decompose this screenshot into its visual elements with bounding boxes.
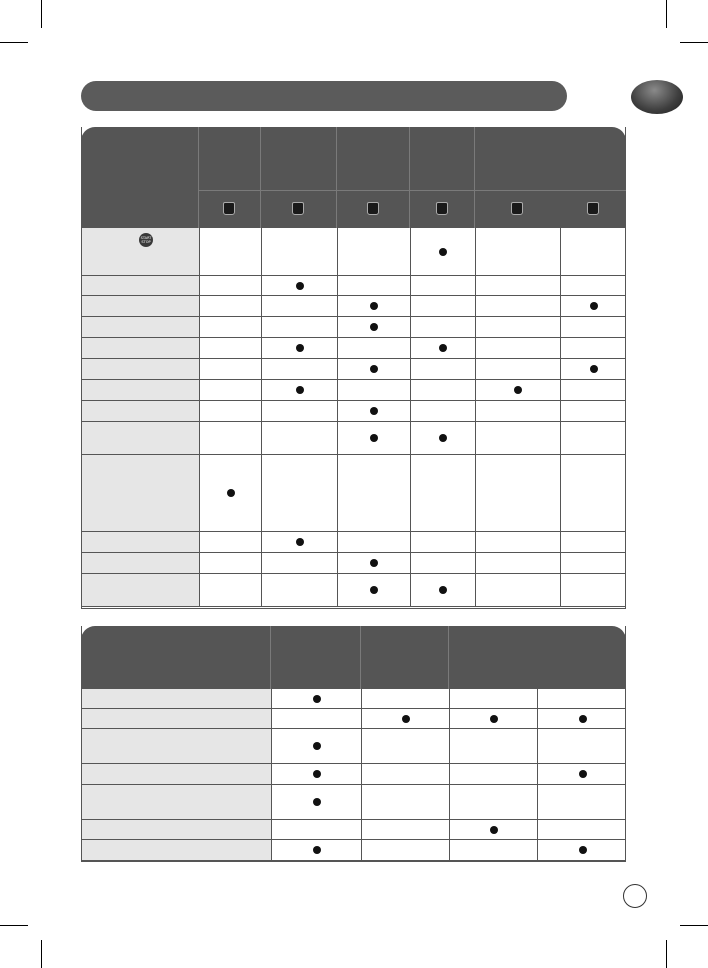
table-cell (272, 729, 362, 763)
bullet-dot (370, 586, 378, 594)
bullet-dot (313, 770, 321, 778)
table-cell (338, 359, 411, 379)
table-cell (561, 574, 627, 606)
programme-table-header (81, 127, 626, 228)
crop-mark (666, 940, 667, 968)
row-label (82, 820, 272, 839)
row-label (82, 276, 200, 295)
table-cell (476, 574, 561, 606)
bullet-dot (579, 715, 587, 723)
table-cell (362, 785, 450, 819)
bullet-dot (579, 770, 587, 778)
table-cell (272, 709, 362, 728)
table-cell (411, 574, 476, 606)
bullet-dot (296, 538, 304, 546)
table-row (82, 317, 625, 338)
table-row (82, 296, 625, 317)
row-label (82, 532, 200, 552)
table-cell (476, 228, 561, 275)
table-cell (272, 840, 362, 860)
table-cell (200, 401, 262, 421)
bullet-dot (439, 248, 447, 256)
table-cell (338, 338, 411, 358)
table-cell (411, 296, 476, 316)
bullet-dot (439, 344, 447, 352)
bullet-dot (490, 826, 498, 834)
tall-cup-icon (436, 202, 448, 215)
table-cell (411, 338, 476, 358)
table-cell (450, 764, 538, 784)
table-cell (272, 785, 362, 819)
table-cell (272, 689, 362, 708)
table-cell (411, 317, 476, 337)
table-cell (338, 296, 411, 316)
table-cell (262, 228, 338, 275)
table-row (82, 785, 625, 820)
row-label (82, 422, 200, 454)
row-label (82, 764, 272, 784)
row-label (82, 359, 200, 379)
table-cell (538, 840, 627, 860)
table-cell (200, 553, 262, 573)
bullet-dot (296, 282, 304, 290)
table-cell (262, 455, 338, 531)
row-label (82, 840, 272, 860)
table-row (82, 729, 625, 764)
table-cell (362, 764, 450, 784)
table-row (82, 574, 625, 607)
table-cell (411, 532, 476, 552)
table-cell (262, 553, 338, 573)
table-cell (411, 401, 476, 421)
table-cell (200, 532, 262, 552)
table-row (82, 276, 625, 296)
table-cell (561, 380, 627, 400)
table-row (82, 764, 625, 785)
row-label (82, 689, 272, 708)
table-cell (411, 359, 476, 379)
table-cell (476, 380, 561, 400)
bullet-dot (313, 846, 321, 854)
table-row (82, 455, 625, 532)
table-row (82, 820, 625, 840)
table-row (82, 532, 625, 553)
table-cell (262, 574, 338, 606)
table-cell (338, 228, 411, 275)
bullet-dot (439, 434, 447, 442)
row-label (82, 785, 272, 819)
row-label (82, 553, 200, 573)
table-row (82, 689, 625, 709)
table-cell (262, 296, 338, 316)
crop-mark (0, 42, 28, 43)
crop-mark (41, 940, 42, 968)
table-cell (362, 840, 450, 860)
table-cell (338, 276, 411, 295)
bullet-dot (313, 742, 321, 750)
table-cell (538, 764, 627, 784)
table-row (82, 553, 625, 574)
start-stop-icon: START STOP (139, 233, 153, 247)
bullet-dot (514, 386, 522, 394)
table-cell (200, 380, 262, 400)
bullet-dot (402, 715, 410, 723)
table-cell (411, 422, 476, 454)
table-cell (262, 380, 338, 400)
table-row (82, 709, 625, 729)
bullet-dot (370, 407, 378, 415)
table-row (82, 380, 625, 401)
table-cell (561, 338, 627, 358)
table-cell (411, 553, 476, 573)
table-row (82, 228, 625, 276)
row-label (82, 380, 200, 400)
table-cell (411, 380, 476, 400)
table-cell (561, 422, 627, 454)
table-cell (538, 689, 627, 708)
table-cell (362, 820, 450, 839)
table-cell (561, 317, 627, 337)
table-cell (476, 553, 561, 573)
square-cup-icon (367, 202, 379, 215)
row-label (82, 338, 200, 358)
tall-cup-icon (223, 202, 235, 215)
table-cell (450, 709, 538, 728)
table-cell (262, 276, 338, 295)
bullet-dot (227, 489, 235, 497)
table-cell (450, 785, 538, 819)
square-cup-icon (587, 202, 599, 215)
programme-table (81, 127, 626, 609)
table-cell (561, 359, 627, 379)
bullet-dot (313, 695, 321, 703)
bullet-dot (439, 586, 447, 594)
bullet-dot (370, 365, 378, 373)
table-row (82, 359, 625, 380)
table-cell (338, 380, 411, 400)
crop-mark (41, 0, 42, 28)
table-cell (561, 401, 627, 421)
row-label (82, 729, 272, 763)
crop-mark (666, 0, 667, 28)
table-cell (262, 359, 338, 379)
table-cell (362, 709, 450, 728)
row-label (82, 709, 272, 728)
section-title-bar (81, 81, 567, 111)
bullet-dot (296, 344, 304, 352)
bullet-dot (370, 434, 378, 442)
table-cell (411, 228, 476, 275)
row-label (82, 574, 200, 606)
table-cell (538, 785, 627, 819)
table-cell (476, 338, 561, 358)
bullet-dot (590, 365, 598, 373)
table-row (82, 338, 625, 359)
table-cell (476, 455, 561, 531)
table-cell (411, 455, 476, 531)
table-cell (338, 317, 411, 337)
table-cell (362, 689, 450, 708)
table-cell (262, 422, 338, 454)
table-cell (561, 455, 627, 531)
bullet-dot (370, 302, 378, 310)
table-row (82, 840, 625, 861)
table-cell (476, 532, 561, 552)
table-cell (200, 228, 262, 275)
table-cell (538, 729, 627, 763)
table-cell (262, 317, 338, 337)
table-cell (450, 689, 538, 708)
table-cell (561, 228, 627, 275)
table-cell (476, 401, 561, 421)
table-cell (200, 422, 262, 454)
bullet-dot (370, 323, 378, 331)
language-badge (631, 80, 683, 114)
table-row (82, 422, 625, 455)
table-cell (338, 574, 411, 606)
table-cell (338, 455, 411, 531)
bullet-dot (579, 846, 587, 854)
table-cell (200, 338, 262, 358)
table-cell (338, 401, 411, 421)
wide-bowl-icon (292, 202, 304, 215)
bullet-dot (490, 715, 498, 723)
table-cell (200, 359, 262, 379)
settings-table-header (81, 626, 626, 689)
table-cell (272, 764, 362, 784)
table-cell (561, 276, 627, 295)
crop-mark (680, 42, 708, 43)
table-cell (338, 422, 411, 454)
table-cell (450, 840, 538, 860)
table-cell (362, 729, 450, 763)
table-cell (262, 401, 338, 421)
row-label (82, 228, 200, 275)
table-cell (200, 276, 262, 295)
table-cell (200, 574, 262, 606)
row-label (82, 296, 200, 316)
table-cell (272, 820, 362, 839)
bullet-dot (313, 798, 321, 806)
table-cell (200, 455, 262, 531)
bullet-dot (296, 386, 304, 394)
table-cell (561, 553, 627, 573)
table-cell (338, 553, 411, 573)
table-cell (561, 296, 627, 316)
flat-cup-icon (511, 202, 523, 215)
table-cell (450, 820, 538, 839)
table-cell (338, 532, 411, 552)
table-cell (450, 729, 538, 763)
table-cell (262, 338, 338, 358)
table-cell (538, 709, 627, 728)
table-cell (538, 820, 627, 839)
table-cell (200, 296, 262, 316)
table-cell (262, 532, 338, 552)
crop-mark (0, 925, 28, 926)
page-number (623, 884, 647, 908)
table-cell (476, 317, 561, 337)
crop-mark (680, 925, 708, 926)
table-cell (411, 276, 476, 295)
table-cell (476, 276, 561, 295)
table-row (82, 401, 625, 422)
row-label (82, 455, 200, 531)
settings-table (81, 626, 626, 862)
table-cell (561, 532, 627, 552)
bullet-dot (370, 559, 378, 567)
table-cell (476, 296, 561, 316)
table-cell (476, 359, 561, 379)
bullet-dot (590, 302, 598, 310)
row-label (82, 401, 200, 421)
table-cell (200, 317, 262, 337)
table-cell (476, 422, 561, 454)
row-label (82, 317, 200, 337)
